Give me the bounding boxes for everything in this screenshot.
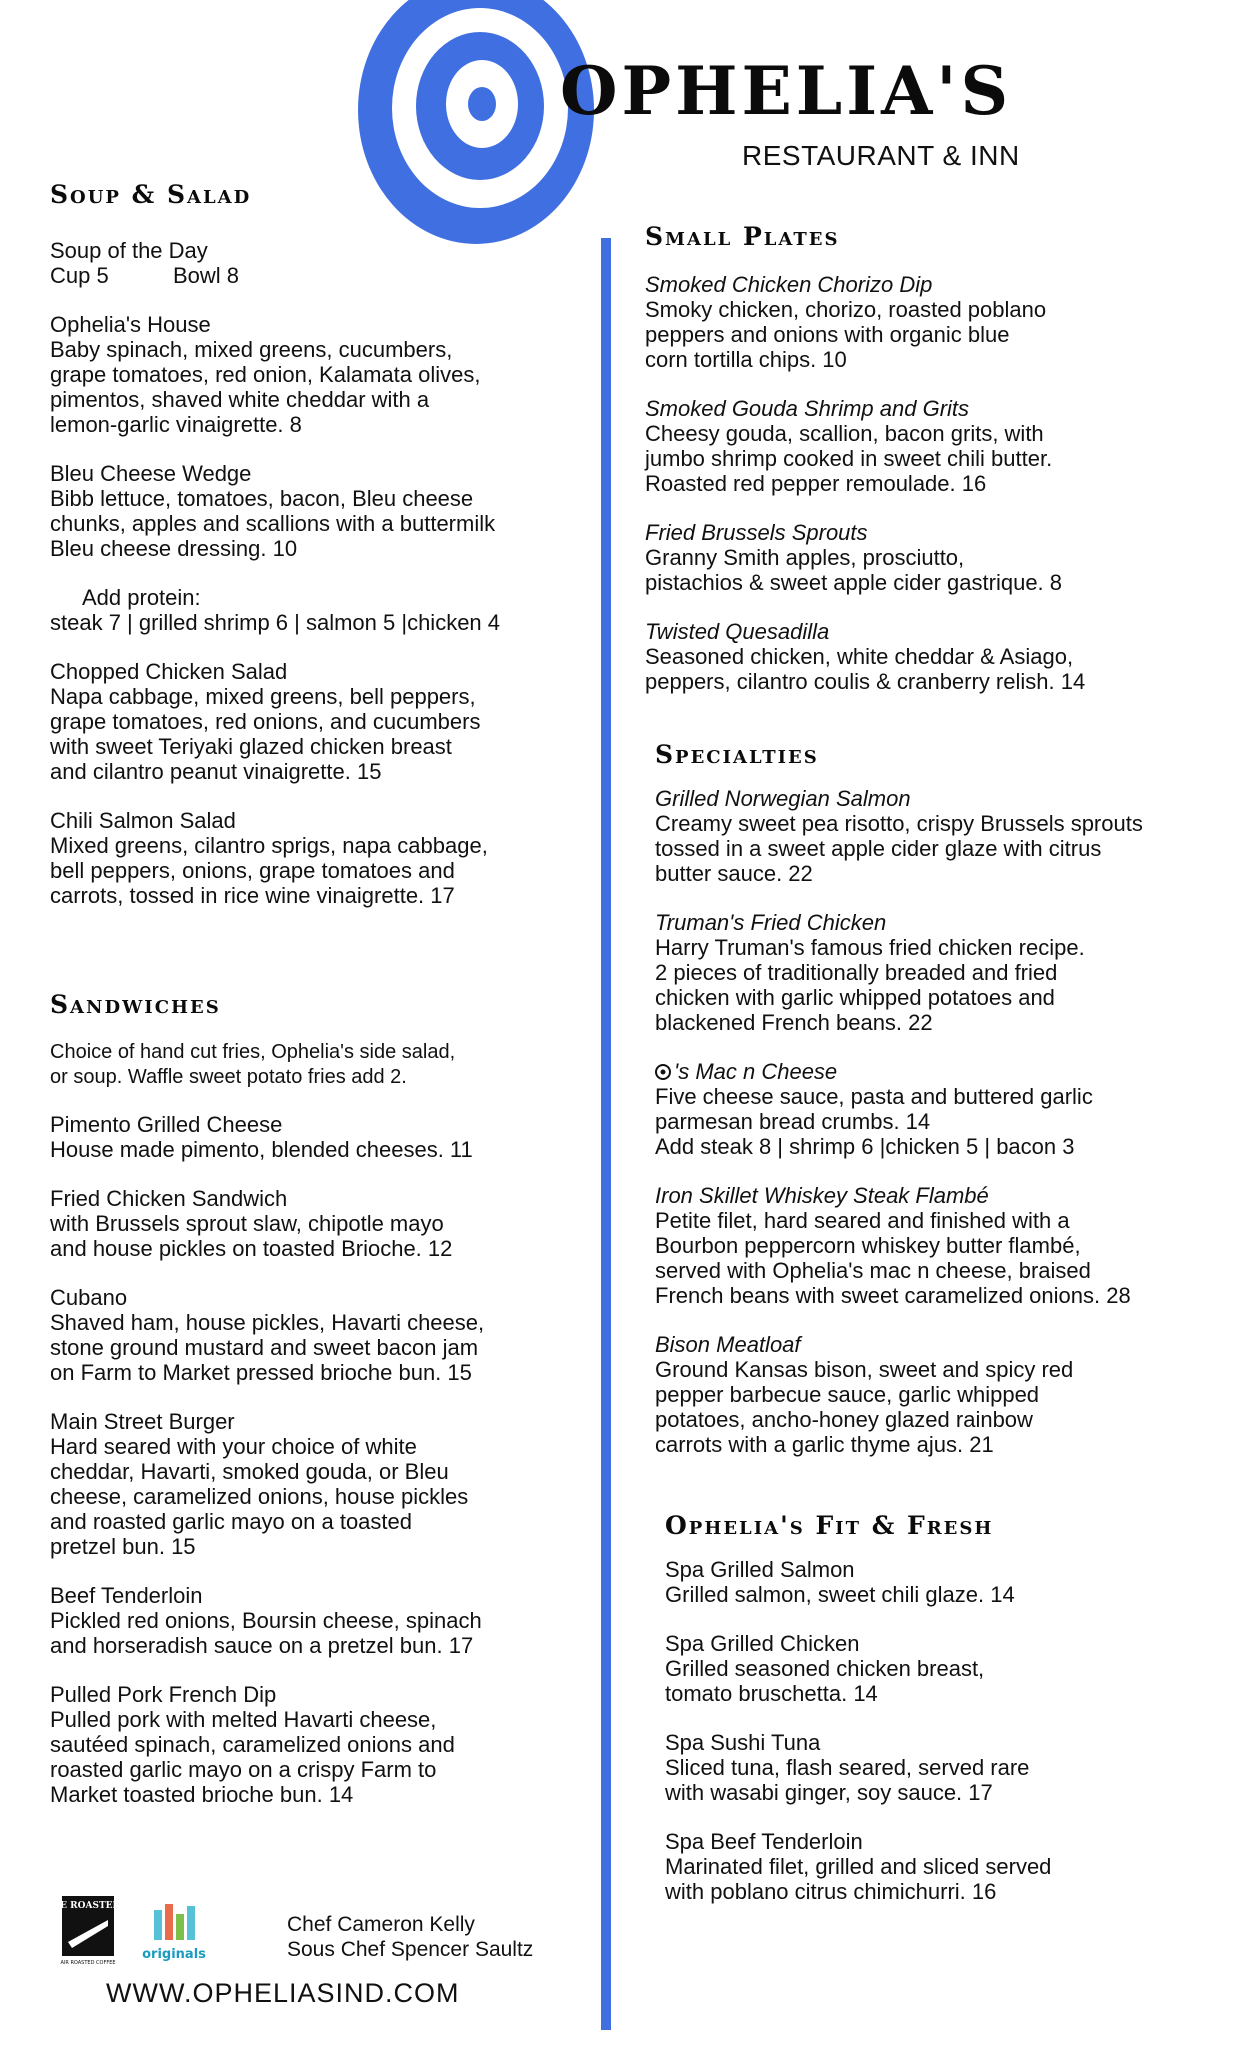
item-description: Shaved ham, house pickles, Havarti cheese, stone ground mustard and sweet bacon jam on Farm to Market pressed brioche bun. 15 [50, 1310, 485, 1385]
cup-price: Cup 5 [50, 263, 109, 288]
partner-logos [44, 1896, 262, 1966]
item-description: Creamy sweet pea risotto, crispy Brussels sprouts tossed in a sweet apple cider glaze with citrus butter sauce. 22 [655, 811, 1143, 886]
item-description: Baby spinach, mixed greens, cucumbers, grape tomatoes, red onion, Kalamata olives, pimentos, shaved white cheddar with a lemon-garlic vinaigrette. 8 [50, 337, 481, 437]
menu-item [655, 1183, 1225, 1308]
menu-item [665, 1631, 1225, 1706]
menu-item [645, 396, 1225, 496]
section-title-fit-fresh: Ophelia's Fit & Fresh [665, 1511, 994, 1540]
item-description: Granny Smith apples, prosciutto, pistachios & sweet apple cider gastrique. 8 [645, 545, 1063, 595]
item-name: Pulled Pork French Dip [50, 1682, 277, 1707]
soup-prices [50, 263, 580, 288]
item-name: Twisted Quesadilla [645, 619, 830, 644]
item-name: Bleu Cheese Wedge [50, 461, 252, 486]
specialties-list [645, 786, 1225, 1457]
menu-item [655, 786, 1225, 886]
brand-title: OPHELIA'S [560, 52, 1013, 130]
chef-credits [287, 1912, 533, 1962]
item-description: Pulled pork with melted Havarti cheese, sautéed spinach, caramelized onions and roasted garlic mayo on a crispy Farm to Market toasted brioche bun. 14 [50, 1707, 455, 1807]
item-description: Grilled salmon, sweet chili glaze. 14 [665, 1582, 1015, 1607]
right-column [645, 222, 1225, 1904]
menu-item [50, 808, 580, 908]
menu-item [655, 910, 1225, 1035]
add-protein [50, 585, 580, 635]
column-divider [601, 238, 611, 2030]
menu-item [50, 1285, 580, 1385]
item-description: Petite filet, hard seared and finished with a Bourbon peppercorn whiskey butter flambé, served with Ophelia's mac n cheese, braised French beans with sweet caramelized onions. 28 [655, 1208, 1131, 1308]
item-description: Mixed greens, cilantro sprigs, napa cabbage, bell peppers, onions, grape tomatoes and carrots, tossed in rice wine vinaigrette. 17 [50, 833, 488, 908]
menu-item [655, 1332, 1225, 1457]
item-name: Beef Tenderloin [50, 1583, 203, 1608]
item-description: with Brussels sprout slaw, chipotle mayo and house pickles on toasted Brioche. 12 [50, 1211, 453, 1261]
item-name: Smoked Gouda Shrimp and Grits [645, 396, 970, 421]
item-description: House made pimento, blended cheeses. 11 [50, 1137, 473, 1162]
item-description: Smoky chicken, chorizo, roasted poblano peppers and onions with organic blue corn tortilla chips. 10 [645, 297, 1047, 372]
item-description: Cheesy gouda, scallion, bacon grits, with jumbo shrimp cooked in sweet chili butter. Roasted red pepper remoulade. 16 [645, 421, 1053, 496]
item-description: Hard seared with your choice of white cheddar, Havarti, smoked gouda, or Bleu cheese, caramelized onions, house pickles and roasted garlic mayo on a toasted pretzel bun. 15 [50, 1434, 469, 1559]
menu-item [665, 1730, 1225, 1805]
item-name: Pimento Grilled Cheese [50, 1112, 283, 1137]
item-name: Cubano [50, 1285, 128, 1310]
sous-chef-name: Sous Chef Spencer Saultz [287, 1938, 534, 1961]
section-title-specialties: Specialties [655, 740, 819, 769]
menu-item [655, 1059, 1225, 1159]
item-description: Marinated filet, grilled and sliced served with poblano citrus chimichurri. 16 [665, 1854, 1052, 1904]
item-name: Iron Skillet Whiskey Steak Flambé [655, 1183, 989, 1208]
item-description: Pickled red onions, Boursin cheese, spinach and horseradish sauce on a pretzel bun. 17 [50, 1608, 482, 1658]
item-name: Chopped Chicken Salad [50, 659, 288, 684]
menu-item [645, 272, 1225, 372]
left-column [50, 180, 580, 1807]
o-target-icon [655, 1064, 671, 1080]
menu-item [50, 1112, 580, 1162]
menu-item [665, 1557, 1225, 1607]
menu-item [50, 1583, 580, 1658]
item-name: Spa Beef Tenderloin [665, 1829, 863, 1854]
section-title-small-plates: Small Plates [645, 222, 840, 251]
roasterie-logo-subtext: AIR ROASTED COFFEE [60, 1960, 116, 1966]
brand-subtitle: RESTAURANT & INN [742, 140, 1020, 171]
item-description: Ground Kansas bison, sweet and spicy red pepper barbecue sauce, garlic whipped potatoes, ancho-honey glazed rainbow carrots with a garlic thyme ajus. 21 [655, 1357, 1074, 1457]
item-name: Ophelia's House [50, 312, 211, 337]
item-name: Truman's Fried Chicken [655, 910, 887, 935]
item-name: Main Street Burger [50, 1409, 235, 1434]
item-description: Grilled seasoned chicken breast, tomato bruschetta. 14 [665, 1656, 985, 1706]
fit-fresh-list [645, 1557, 1225, 1904]
menu-item [50, 461, 580, 561]
section-title-sandwiches: Sandwiches [50, 990, 221, 1019]
section-title-soup-salad: Soup & Salad [50, 180, 252, 209]
add-protein-label: Add protein: [82, 585, 201, 610]
chef-name: Chef Cameron Kelly [287, 1913, 475, 1936]
item-description: Harry Truman's famous fried chicken recipe. 2 pieces of traditionally breaded and fried chicken with garlic whipped potatoes and blackened French beans. 22 [655, 935, 1085, 1035]
item-name: Spa Grilled Chicken [665, 1631, 860, 1656]
item-description: Bibb lettuce, tomatoes, bacon, Bleu cheese chunks, apples and scallions with a buttermilk Bleu cheese dressing. 10 [50, 486, 496, 561]
roasterie-logo-text: THE ROASTERIE [44, 1901, 132, 1911]
item-name: Grilled Norwegian Salmon [655, 786, 911, 811]
item-name: Fried Chicken Sandwich [50, 1186, 288, 1211]
item-name-mac-n-cheese [655, 1059, 1225, 1084]
item-description: Five cheese sauce, pasta and buttered garlic parmesan bread crumbs. 14 Add steak 8 | shrimp 6 |chicken 5 | bacon 3 [655, 1084, 1093, 1159]
item-name: Smoked Chicken Chorizo Dip [645, 272, 933, 297]
menu-item [50, 1409, 580, 1559]
menu-item-soup [50, 238, 580, 288]
item-name: Spa Grilled Salmon [665, 1557, 855, 1582]
item-description: Seasoned chicken, white cheddar & Asiago, peppers, cilantro coulis & cranberry relish. 14 [645, 644, 1086, 694]
item-name: Soup of the Day [50, 238, 208, 263]
item-name-text: 's Mac n Cheese [674, 1059, 838, 1084]
menu-item [645, 619, 1225, 694]
menu-item [50, 1682, 580, 1807]
item-description: Sliced tuna, flash seared, served rare with wasabi ginger, soy sauce. 17 [665, 1755, 1030, 1805]
menu-item [50, 659, 580, 784]
protein-options: steak 7 | grilled shrimp 6 | salmon 5 |chicken 4 [50, 610, 501, 635]
item-name: Bison Meatloaf [655, 1332, 801, 1357]
item-name: Chili Salmon Salad [50, 808, 236, 833]
menu-item [50, 312, 580, 437]
website-url: WWW.OPHELIASIND.COM [106, 1978, 460, 2008]
originals-logo-text: originals [142, 1947, 206, 1962]
menu-item [645, 520, 1225, 595]
item-name: Spa Sushi Tuna [665, 1730, 821, 1755]
sandwich-sides-note: Choice of hand cut fries, Ophelia's side salad, or soup. Waffle sweet potato fries add 2. [50, 1041, 456, 1088]
menu-item [50, 1186, 580, 1261]
bowl-price: Bowl 8 [172, 263, 240, 288]
item-name: Fried Brussels Sprouts [645, 520, 868, 545]
menu-item [665, 1829, 1225, 1904]
item-description: Napa cabbage, mixed greens, bell peppers, grape tomatoes, red onions, and cucumbers with sweet Teriyaki glazed chicken breast and cilantro peanut vinaigrette. 15 [50, 684, 481, 784]
